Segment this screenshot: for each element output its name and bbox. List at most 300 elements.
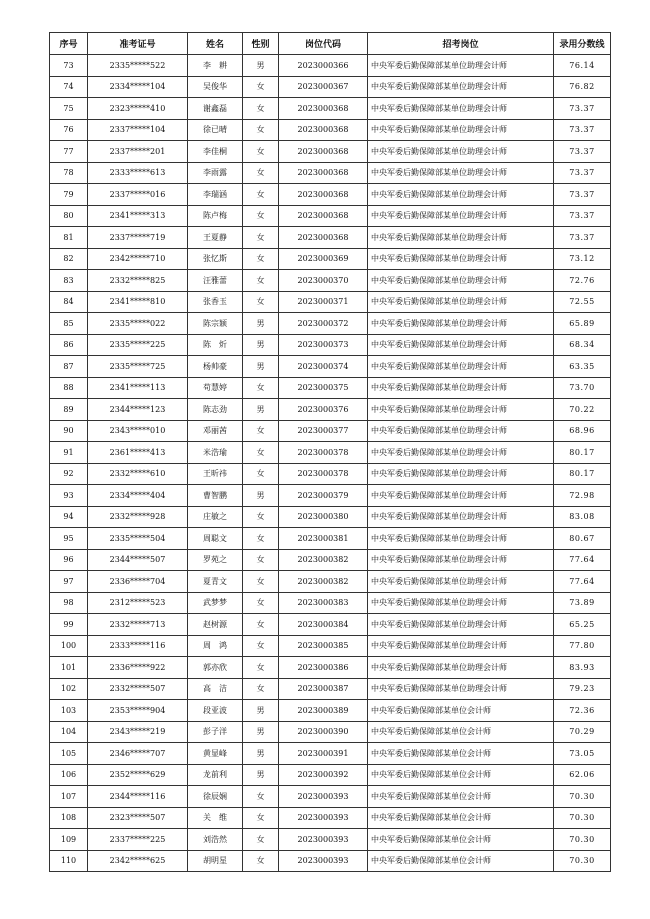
cell-ticket: 2342*****625	[88, 850, 188, 872]
cell-post-code: 2023000368	[279, 227, 368, 249]
cell-ticket: 2332*****825	[88, 270, 188, 292]
cell-post: 中央军委后勤保障部某单位助理会计师	[368, 635, 554, 657]
table-row	[50, 506, 611, 528]
cell-score: 83.93	[554, 657, 611, 679]
cell-name: 王昕祎	[188, 463, 243, 485]
table-row	[50, 184, 611, 206]
cell-name: 高 洁	[188, 678, 243, 700]
cell-score: 73.70	[554, 377, 611, 399]
cell-score: 79.23	[554, 678, 611, 700]
cell-score: 70.30	[554, 829, 611, 851]
cell-score: 83.08	[554, 506, 611, 528]
cell-post-code: 2023000381	[279, 528, 368, 550]
cell-ticket: 2332*****507	[88, 678, 188, 700]
cell-gender: 女	[243, 592, 279, 614]
cell-post-code: 2023000385	[279, 635, 368, 657]
cell-name: 汪雅蕾	[188, 270, 243, 292]
cell-gender: 男	[243, 721, 279, 743]
header-row	[50, 33, 611, 55]
cell-name: 李 耕	[188, 55, 243, 77]
cell-no: 99	[50, 614, 88, 636]
cell-ticket: 2333*****116	[88, 635, 188, 657]
table-row	[50, 334, 611, 356]
cell-no: 106	[50, 764, 88, 786]
cell-post: 中央军委后勤保障部某单位助理会计师	[368, 592, 554, 614]
cell-post-code: 2023000392	[279, 764, 368, 786]
cell-ticket: 2336*****922	[88, 657, 188, 679]
cell-gender: 女	[243, 76, 279, 98]
cell-score: 76.82	[554, 76, 611, 98]
cell-gender: 女	[243, 420, 279, 442]
table-row	[50, 227, 611, 249]
table-row	[50, 571, 611, 593]
cell-post: 中央军委后勤保障部某单位助理会计师	[368, 377, 554, 399]
cell-post-code: 2023000369	[279, 248, 368, 270]
cell-post-code: 2023000373	[279, 334, 368, 356]
cell-post: 中央军委后勤保障部某单位会计师	[368, 764, 554, 786]
cell-post-code: 2023000366	[279, 55, 368, 77]
table-row	[50, 162, 611, 184]
cell-post: 中央军委后勤保障部某单位助理会计师	[368, 442, 554, 464]
cell-name: 谢鑫磊	[188, 98, 243, 120]
cell-no: 109	[50, 829, 88, 851]
cell-gender: 女	[243, 119, 279, 141]
cell-post-code: 2023000384	[279, 614, 368, 636]
cell-name: 徐已晴	[188, 119, 243, 141]
cell-ticket: 2312*****523	[88, 592, 188, 614]
cell-name: 陈 炘	[188, 334, 243, 356]
cell-gender: 女	[243, 205, 279, 227]
cell-no: 75	[50, 98, 88, 120]
table-row	[50, 420, 611, 442]
col-header-post: 招考岗位	[368, 33, 554, 55]
cell-ticket: 2346*****707	[88, 743, 188, 765]
cell-name: 夏青文	[188, 571, 243, 593]
cell-post-code: 2023000370	[279, 270, 368, 292]
cell-post: 中央军委后勤保障部某单位助理会计师	[368, 463, 554, 485]
cell-post: 中央军委后勤保障部某单位助理会计师	[368, 678, 554, 700]
col-header-post-code: 岗位代码	[279, 33, 368, 55]
cell-name: 陈宗颖	[188, 313, 243, 335]
cell-score: 68.96	[554, 420, 611, 442]
col-header-ticket: 准考证号	[88, 33, 188, 55]
cell-no: 79	[50, 184, 88, 206]
cell-post: 中央军委后勤保障部某单位助理会计师	[368, 614, 554, 636]
cell-ticket: 2337*****225	[88, 829, 188, 851]
table-row	[50, 807, 611, 829]
col-header-gender: 性别	[243, 33, 279, 55]
cell-gender: 女	[243, 270, 279, 292]
table-row	[50, 119, 611, 141]
table-row	[50, 55, 611, 77]
cell-score: 80.17	[554, 442, 611, 464]
cell-name: 刘浩然	[188, 829, 243, 851]
cell-name: 陈卢梅	[188, 205, 243, 227]
cell-score: 73.37	[554, 205, 611, 227]
cell-post: 中央军委后勤保障部某单位助理会计师	[368, 98, 554, 120]
cell-ticket: 2337*****201	[88, 141, 188, 163]
cell-score: 77.64	[554, 571, 611, 593]
cell-name: 黄显峰	[188, 743, 243, 765]
cell-post: 中央军委后勤保障部某单位会计师	[368, 829, 554, 851]
cell-post: 中央军委后勤保障部某单位助理会计师	[368, 205, 554, 227]
table-row	[50, 549, 611, 571]
table-row	[50, 313, 611, 335]
cell-post-code: 2023000387	[279, 678, 368, 700]
cell-gender: 女	[243, 807, 279, 829]
cell-name: 李佳桐	[188, 141, 243, 163]
cell-post-code: 2023000393	[279, 829, 368, 851]
cell-no: 105	[50, 743, 88, 765]
cell-score: 63.35	[554, 356, 611, 378]
cell-no: 88	[50, 377, 88, 399]
cell-post: 中央军委后勤保障部某单位助理会计师	[368, 184, 554, 206]
cell-post-code: 2023000393	[279, 786, 368, 808]
cell-score: 76.14	[554, 55, 611, 77]
col-header-score: 录用分数线	[554, 33, 611, 55]
cell-post: 中央军委后勤保障部某单位助理会计师	[368, 270, 554, 292]
cell-score: 70.30	[554, 807, 611, 829]
table-row	[50, 721, 611, 743]
table-row	[50, 592, 611, 614]
cell-no: 101	[50, 657, 88, 679]
cell-ticket: 2361*****413	[88, 442, 188, 464]
cell-post: 中央军委后勤保障部某单位会计师	[368, 850, 554, 872]
cell-name: 张忆斯	[188, 248, 243, 270]
cell-post-code: 2023000380	[279, 506, 368, 528]
cell-score: 70.22	[554, 399, 611, 421]
cell-post: 中央军委后勤保障部某单位会计师	[368, 721, 554, 743]
cell-gender: 男	[243, 485, 279, 507]
cell-post-code: 2023000389	[279, 700, 368, 722]
cell-score: 62.06	[554, 764, 611, 786]
cell-score: 70.30	[554, 786, 611, 808]
cell-ticket: 2333*****613	[88, 162, 188, 184]
cell-post-code: 2023000383	[279, 592, 368, 614]
table-row	[50, 270, 611, 292]
cell-no: 84	[50, 291, 88, 313]
cell-gender: 女	[243, 98, 279, 120]
table-row	[50, 743, 611, 765]
cell-post-code: 2023000374	[279, 356, 368, 378]
cell-no: 91	[50, 442, 88, 464]
cell-ticket: 2344*****507	[88, 549, 188, 571]
cell-name: 杨帅豪	[188, 356, 243, 378]
cell-score: 72.76	[554, 270, 611, 292]
cell-score: 73.37	[554, 162, 611, 184]
cell-post: 中央军委后勤保障部某单位助理会计师	[368, 399, 554, 421]
cell-no: 93	[50, 485, 88, 507]
cell-gender: 女	[243, 227, 279, 249]
cell-name: 吴俊华	[188, 76, 243, 98]
cell-no: 77	[50, 141, 88, 163]
cell-no: 85	[50, 313, 88, 335]
cell-no: 104	[50, 721, 88, 743]
cell-gender: 女	[243, 528, 279, 550]
cell-score: 73.12	[554, 248, 611, 270]
cell-ticket: 2323*****410	[88, 98, 188, 120]
col-header-name: 姓名	[188, 33, 243, 55]
cell-post: 中央军委后勤保障部某单位助理会计师	[368, 248, 554, 270]
cell-no: 89	[50, 399, 88, 421]
cell-gender: 男	[243, 764, 279, 786]
table-row	[50, 635, 611, 657]
cell-ticket: 2332*****713	[88, 614, 188, 636]
col-header-no: 序号	[50, 33, 88, 55]
cell-post-code: 2023000372	[279, 313, 368, 335]
table-row	[50, 528, 611, 550]
cell-post-code: 2023000379	[279, 485, 368, 507]
cell-gender: 女	[243, 442, 279, 464]
table-row	[50, 678, 611, 700]
cell-post-code: 2023000393	[279, 850, 368, 872]
table-row	[50, 377, 611, 399]
cell-ticket: 2332*****928	[88, 506, 188, 528]
cell-post: 中央军委后勤保障部某单位助理会计师	[368, 55, 554, 77]
cell-score: 73.37	[554, 184, 611, 206]
cell-name: 王夏静	[188, 227, 243, 249]
cell-gender: 女	[243, 549, 279, 571]
cell-ticket: 2341*****113	[88, 377, 188, 399]
cell-name: 曹智鹏	[188, 485, 243, 507]
cell-name: 彭子洋	[188, 721, 243, 743]
cell-score: 72.98	[554, 485, 611, 507]
cell-gender: 男	[243, 743, 279, 765]
cell-gender: 男	[243, 313, 279, 335]
cell-ticket: 2337*****104	[88, 119, 188, 141]
cell-score: 73.37	[554, 98, 611, 120]
cell-name: 周聪文	[188, 528, 243, 550]
cell-post-code: 2023000393	[279, 807, 368, 829]
cell-post: 中央军委后勤保障部某单位助理会计师	[368, 657, 554, 679]
table-row	[50, 786, 611, 808]
cell-gender: 男	[243, 399, 279, 421]
cell-ticket: 2341*****810	[88, 291, 188, 313]
cell-ticket: 2337*****719	[88, 227, 188, 249]
cell-name: 周 鸿	[188, 635, 243, 657]
cell-gender: 男	[243, 700, 279, 722]
cell-post: 中央军委后勤保障部某单位助理会计师	[368, 506, 554, 528]
table-row	[50, 356, 611, 378]
cell-gender: 女	[243, 850, 279, 872]
cell-no: 94	[50, 506, 88, 528]
table-row	[50, 850, 611, 872]
cell-name: 苟慧婷	[188, 377, 243, 399]
cell-post-code: 2023000368	[279, 141, 368, 163]
cell-name: 陈志劲	[188, 399, 243, 421]
cell-post-code: 2023000371	[279, 291, 368, 313]
cell-no: 73	[50, 55, 88, 77]
cell-ticket: 2337*****016	[88, 184, 188, 206]
cell-ticket: 2335*****522	[88, 55, 188, 77]
cell-post: 中央军委后勤保障部某单位助理会计师	[368, 141, 554, 163]
cell-no: 107	[50, 786, 88, 808]
cell-post: 中央军委后勤保障部某单位助理会计师	[368, 119, 554, 141]
cell-score: 70.29	[554, 721, 611, 743]
cell-no: 83	[50, 270, 88, 292]
cell-gender: 女	[243, 635, 279, 657]
table-row	[50, 764, 611, 786]
cell-post: 中央军委后勤保障部某单位会计师	[368, 786, 554, 808]
cell-post: 中央军委后勤保障部某单位助理会计师	[368, 291, 554, 313]
cell-post: 中央军委后勤保障部某单位助理会计师	[368, 528, 554, 550]
cell-name: 武梦梦	[188, 592, 243, 614]
cell-gender: 女	[243, 248, 279, 270]
cell-ticket: 2336*****704	[88, 571, 188, 593]
table-row	[50, 141, 611, 163]
cell-post: 中央军委后勤保障部某单位助理会计师	[368, 485, 554, 507]
cell-score: 72.36	[554, 700, 611, 722]
cell-post-code: 2023000382	[279, 549, 368, 571]
cell-post-code: 2023000368	[279, 162, 368, 184]
cell-name: 关 维	[188, 807, 243, 829]
cell-gender: 女	[243, 377, 279, 399]
cell-post: 中央军委后勤保障部某单位助理会计师	[368, 334, 554, 356]
cell-post-code: 2023000368	[279, 119, 368, 141]
cell-name: 邓丽茜	[188, 420, 243, 442]
cell-name: 赵树源	[188, 614, 243, 636]
cell-ticket: 2332*****610	[88, 463, 188, 485]
table-row	[50, 442, 611, 464]
table-row	[50, 205, 611, 227]
cell-gender: 女	[243, 614, 279, 636]
cell-score: 73.37	[554, 141, 611, 163]
cell-no: 110	[50, 850, 88, 872]
cell-post: 中央军委后勤保障部某单位会计师	[368, 700, 554, 722]
table-row	[50, 399, 611, 421]
cell-gender: 女	[243, 184, 279, 206]
table-row	[50, 98, 611, 120]
cell-no: 76	[50, 119, 88, 141]
cell-ticket: 2352*****629	[88, 764, 188, 786]
cell-no: 108	[50, 807, 88, 829]
cell-post: 中央军委后勤保障部某单位会计师	[368, 743, 554, 765]
cell-gender: 男	[243, 334, 279, 356]
cell-no: 102	[50, 678, 88, 700]
cell-no: 95	[50, 528, 88, 550]
cell-name: 张香玉	[188, 291, 243, 313]
table-row	[50, 463, 611, 485]
cell-no: 78	[50, 162, 88, 184]
cell-score: 72.55	[554, 291, 611, 313]
cell-ticket: 2334*****104	[88, 76, 188, 98]
cell-name: 李雨露	[188, 162, 243, 184]
cell-no: 98	[50, 592, 88, 614]
cell-name: 徐辰娴	[188, 786, 243, 808]
cell-no: 82	[50, 248, 88, 270]
cell-name: 胡明星	[188, 850, 243, 872]
cell-score: 73.89	[554, 592, 611, 614]
cell-post: 中央军委后勤保障部某单位助理会计师	[368, 420, 554, 442]
cell-gender: 女	[243, 657, 279, 679]
cell-post: 中央军委后勤保障部某单位会计师	[368, 807, 554, 829]
table-row	[50, 614, 611, 636]
cell-score: 73.05	[554, 743, 611, 765]
cell-post-code: 2023000368	[279, 98, 368, 120]
cell-post: 中央军委后勤保障部某单位助理会计师	[368, 227, 554, 249]
cell-name: 米浩瑜	[188, 442, 243, 464]
table-row	[50, 76, 611, 98]
cell-gender: 女	[243, 463, 279, 485]
cell-gender: 女	[243, 506, 279, 528]
cell-post: 中央军委后勤保障部某单位助理会计师	[368, 356, 554, 378]
cell-post: 中央军委后勤保障部某单位助理会计师	[368, 313, 554, 335]
cell-ticket: 2353*****904	[88, 700, 188, 722]
cell-ticket: 2344*****123	[88, 399, 188, 421]
cell-ticket: 2343*****010	[88, 420, 188, 442]
cell-no: 97	[50, 571, 88, 593]
cell-post-code: 2023000368	[279, 184, 368, 206]
cell-post-code: 2023000390	[279, 721, 368, 743]
cell-ticket: 2323*****507	[88, 807, 188, 829]
cell-gender: 女	[243, 141, 279, 163]
cell-post-code: 2023000386	[279, 657, 368, 679]
cell-gender: 女	[243, 571, 279, 593]
cell-ticket: 2341*****313	[88, 205, 188, 227]
cell-post: 中央军委后勤保障部某单位助理会计师	[368, 549, 554, 571]
cell-score: 73.37	[554, 227, 611, 249]
cell-post-code: 2023000382	[279, 571, 368, 593]
cell-ticket: 2335*****725	[88, 356, 188, 378]
cell-ticket: 2335*****225	[88, 334, 188, 356]
cell-name: 龙前利	[188, 764, 243, 786]
cell-gender: 女	[243, 786, 279, 808]
cell-ticket: 2342*****710	[88, 248, 188, 270]
table-row	[50, 829, 611, 851]
cell-post: 中央军委后勤保障部某单位助理会计师	[368, 162, 554, 184]
cell-gender: 女	[243, 829, 279, 851]
cell-no: 90	[50, 420, 88, 442]
cell-no: 74	[50, 76, 88, 98]
cell-post-code: 2023000377	[279, 420, 368, 442]
table-row	[50, 485, 611, 507]
cell-name: 李瑞涵	[188, 184, 243, 206]
cell-no: 103	[50, 700, 88, 722]
cell-post-code: 2023000367	[279, 76, 368, 98]
cell-score: 80.67	[554, 528, 611, 550]
cell-ticket: 2334*****404	[88, 485, 188, 507]
cell-post: 中央军委后勤保障部某单位助理会计师	[368, 571, 554, 593]
cell-name: 庄敏之	[188, 506, 243, 528]
table-row	[50, 657, 611, 679]
cell-post-code: 2023000391	[279, 743, 368, 765]
cell-post: 中央军委后勤保障部某单位助理会计师	[368, 76, 554, 98]
cell-no: 87	[50, 356, 88, 378]
cell-score: 65.25	[554, 614, 611, 636]
results-table	[49, 32, 611, 872]
table-row	[50, 248, 611, 270]
table-row	[50, 700, 611, 722]
cell-gender: 女	[243, 678, 279, 700]
cell-score: 73.37	[554, 119, 611, 141]
cell-no: 92	[50, 463, 88, 485]
cell-score: 70.30	[554, 850, 611, 872]
cell-gender: 男	[243, 356, 279, 378]
cell-no: 100	[50, 635, 88, 657]
cell-no: 86	[50, 334, 88, 356]
cell-post-code: 2023000368	[279, 205, 368, 227]
cell-gender: 女	[243, 162, 279, 184]
cell-ticket: 2335*****504	[88, 528, 188, 550]
cell-name: 罗苑之	[188, 549, 243, 571]
cell-no: 80	[50, 205, 88, 227]
table-row	[50, 291, 611, 313]
cell-post-code: 2023000376	[279, 399, 368, 421]
cell-name: 段亚波	[188, 700, 243, 722]
cell-ticket: 2343*****219	[88, 721, 188, 743]
cell-name: 郭亦欣	[188, 657, 243, 679]
cell-post-code: 2023000378	[279, 463, 368, 485]
